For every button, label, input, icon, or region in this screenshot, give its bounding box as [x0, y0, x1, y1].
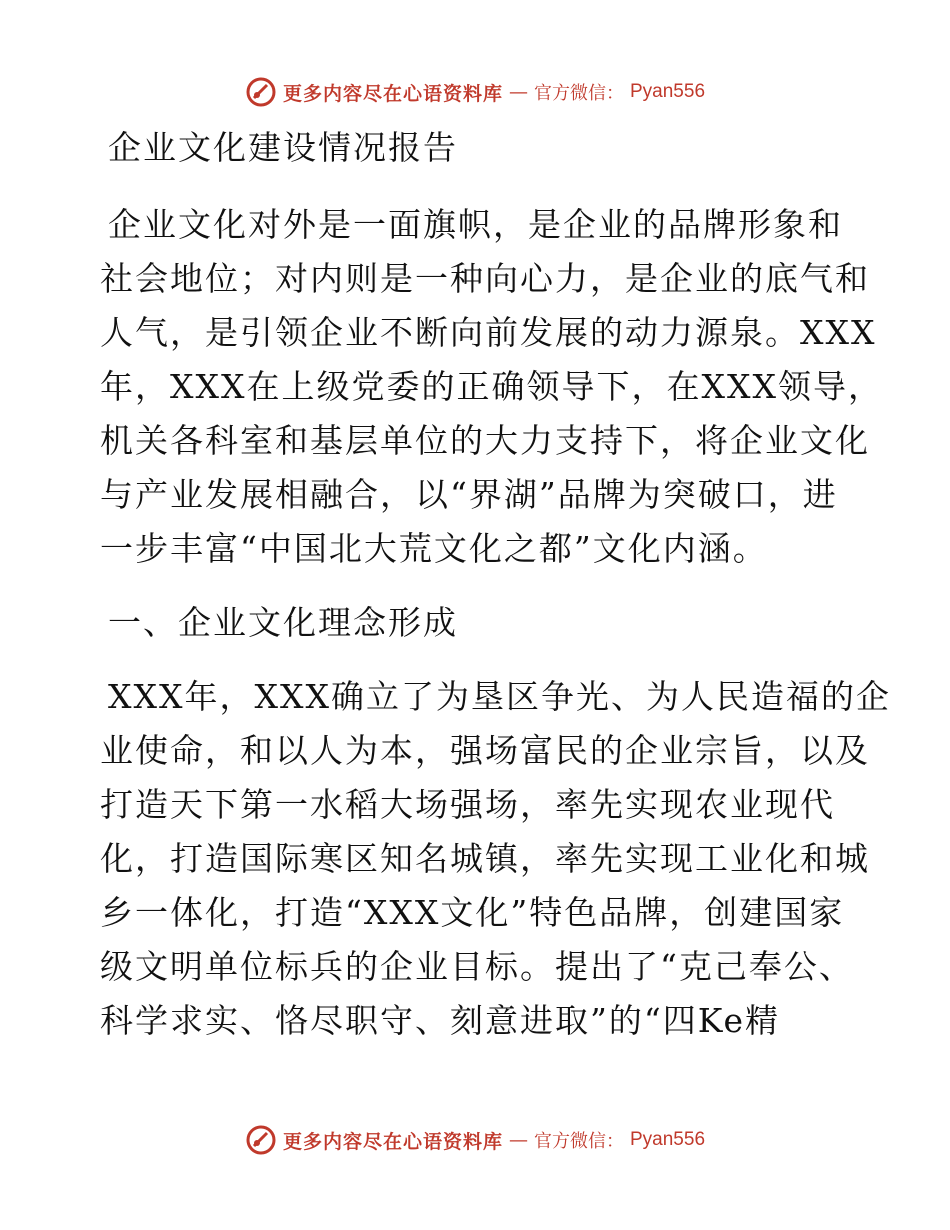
paragraph-line: 乡一体化，打造“XXX文化”特色品牌，创建国家 [100, 893, 845, 932]
paragraph-line: 科学求实、恪尽职守、刻意进取”的“四Ke精 [100, 1001, 781, 1040]
banner-wechat-id: Pyan556 [630, 81, 706, 102]
paragraph-line: 化，打造国际寒区知名城镇，率先实现工业化和城 [100, 839, 870, 878]
banner-dash: — [509, 1129, 528, 1151]
banner-wechat-label: 官方微信： [534, 83, 624, 104]
paragraph-line: 企业文化对外是一面旗帜，是企业的品牌形象和 [108, 205, 843, 244]
paragraph-line: XXX年，XXX确立了为垦区争光、为人民造福的企 [108, 677, 891, 716]
section-heading: 一、企业文化理念形成 [108, 603, 458, 642]
brand-logo-icon [245, 1124, 277, 1156]
paragraph-line: 打造天下第一水稻大场强场，率先实现农业现代 [100, 785, 835, 824]
banner-brand-text: 更多内容尽在心语资料库 [282, 1130, 503, 1153]
paragraph-line: 级文明单位标兵的企业目标。提出了“克己奉公、 [100, 947, 854, 986]
banner-dash: — [509, 81, 528, 103]
paragraph-line: 业使命，和以人为本，强场富民的企业宗旨，以及 [100, 731, 870, 770]
paragraph-line: 一步丰富“中国北大荒文化之都”文化内涵。 [100, 529, 768, 568]
paragraph-line: 人气，是引领企业不断向前发展的动力源泉。XXX [100, 313, 877, 352]
paragraph-line: 年，XXX在上级党委的正确领导下，在XXX领导， [100, 367, 883, 406]
paragraph-line: 社会地位；对内则是一种向心力，是企业的底气和 [100, 259, 870, 298]
document-body [100, 118, 891, 1048]
banner-brand-text: 更多内容尽在心语资料库 [282, 82, 503, 105]
paragraph-line: 与产业发展相融合，以“界湖”品牌为突破口，进 [100, 475, 838, 514]
brand-logo-icon [245, 76, 277, 108]
footer-banner [0, 1120, 950, 1160]
banner-wechat-label: 官方微信： [534, 1131, 624, 1152]
paragraph-1 [100, 198, 883, 576]
header-banner [0, 72, 950, 112]
banner-wechat-id: Pyan556 [630, 1129, 706, 1150]
document-title: 企业文化建设情况报告 [108, 128, 458, 167]
paragraph-2 [100, 670, 891, 1048]
paragraph-line: 机关各科室和基层单位的大力支持下，将企业文化 [100, 421, 870, 460]
